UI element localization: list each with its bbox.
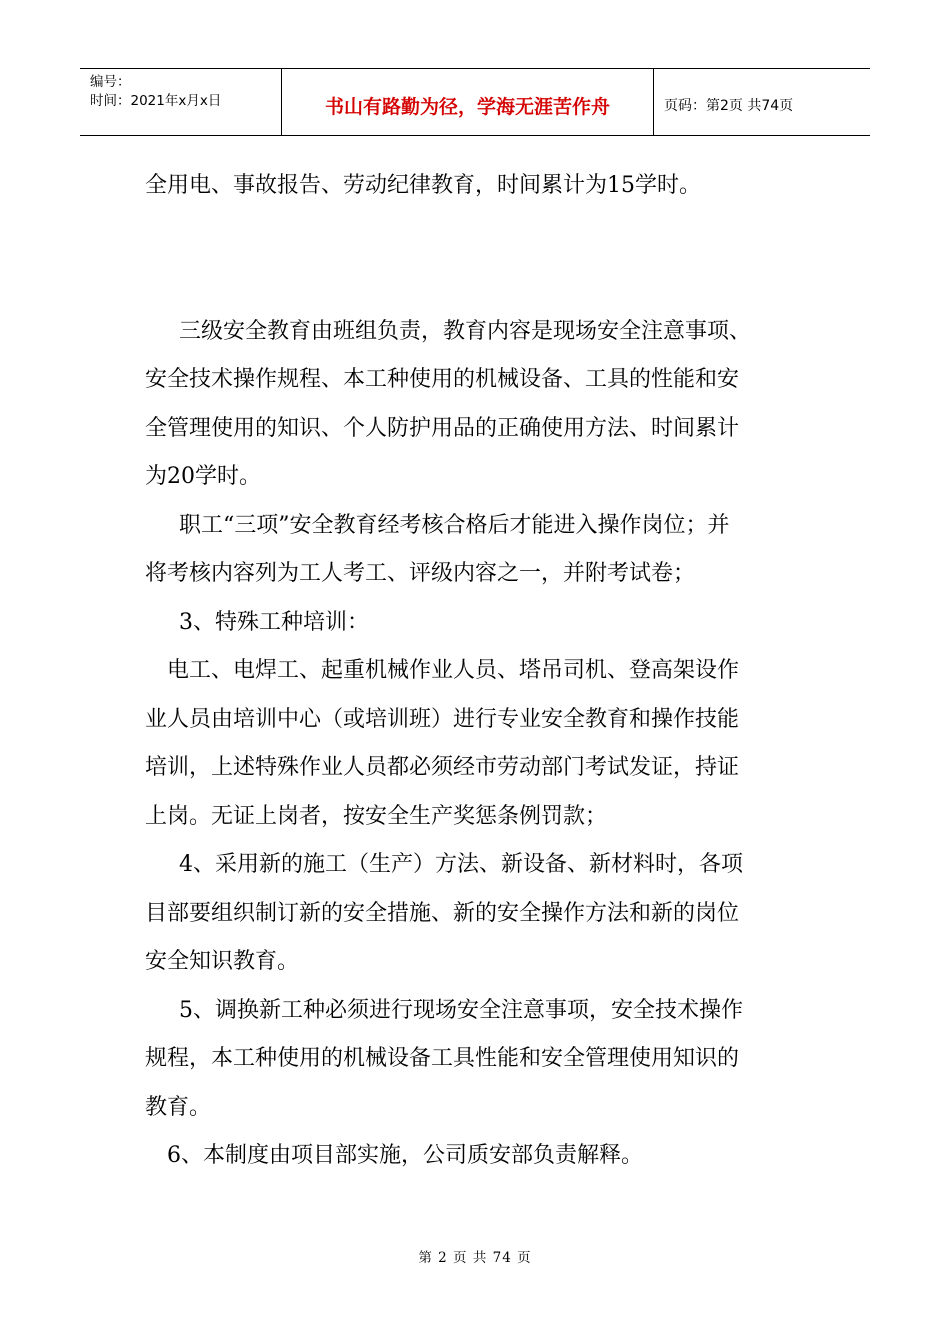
time-label: 时间：2021年x月x日: [90, 93, 222, 109]
body-line: 电工、电焊工、起重机械作业人员、塔吊司机、登高架设作: [167, 658, 740, 683]
page-footer: 第 2 页 共 74 页: [418, 1250, 532, 1266]
body-line: 4、采用新的施工（生产）方法、新设备、新材料时，各项: [179, 852, 743, 877]
body-line: 全用电、事故报告、劳动纪律教育，时间累计为15学时。: [145, 173, 701, 198]
document-body: [145, 162, 810, 1181]
body-line: 培训，上述特殊作业人员都必须经市劳动部门考试发证，持证: [145, 755, 740, 780]
body-line: 3、特殊工种培训：: [179, 609, 369, 635]
serial-label: 编号：: [90, 74, 131, 90]
header-motto: 书山有路勤为径，学海无涯苦作舟: [282, 69, 654, 135]
body-line: 三级安全教育由班组负责，教育内容是现场安全注意事项、: [179, 318, 752, 344]
body-line: 安全知识教育。: [145, 949, 300, 974]
body-line: 上岗。无证上岗者，按安全生产奖惩条例罚款；: [145, 803, 608, 829]
body-line: 安全技术操作规程、本工种使用的机械设备、工具的性能和安: [145, 367, 740, 392]
body-line: 6、本制度由项目部实施，公司质安部负责解释。: [167, 1143, 643, 1168]
body-line: 为20学时。: [145, 464, 261, 489]
body-line: 目部要组织制订新的安全措施、新的安全操作方法和新的岗位: [145, 900, 740, 926]
body-line: 将考核内容列为工人考工、评级内容之一，并附考试卷；: [145, 561, 696, 586]
header-page-number: 页码：第2页 共74页: [664, 98, 794, 114]
body-line: 职工“三项”安全教育经考核合格后才能进入操作岗位；并: [179, 512, 730, 538]
body-line: 教育。: [145, 1094, 212, 1120]
body-line: 全管理使用的知识、个人防护用品的正确使用方法、时间累计: [145, 415, 740, 441]
body-line: 业人员由培训中心（或培训班）进行专业安全教育和操作技能: [145, 706, 740, 732]
body-line: 规程，本工种使用的机械设备工具性能和安全管理使用知识的: [145, 1046, 740, 1071]
page-header: [80, 68, 870, 136]
body-line: 5、调换新工种必须进行现场安全注意事项，安全技术操作: [179, 997, 743, 1023]
header-meta: [80, 69, 282, 135]
